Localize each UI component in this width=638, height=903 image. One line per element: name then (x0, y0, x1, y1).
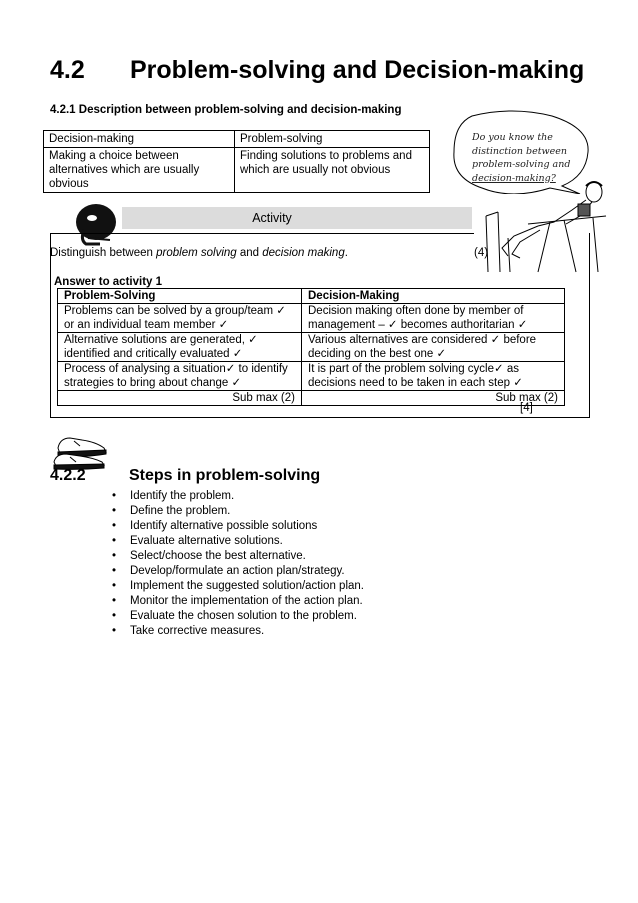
list-item-text: Identify alternative possible solutions (130, 520, 318, 532)
table-cell: Making a choice between alternatives which are usually obvious (44, 148, 235, 193)
page-title (50, 56, 584, 85)
list-item (112, 534, 364, 549)
list-item-text: Implement the suggested solution/action plan. (130, 580, 364, 592)
activity-total: [4] (520, 402, 533, 414)
list-item (112, 579, 364, 594)
bullet-icon: • (112, 490, 117, 502)
bubble-line: problem-solving and (472, 159, 571, 170)
table-subtotal-row (58, 391, 565, 406)
answer-heading: Answer to activity 1 (54, 276, 163, 288)
list-item (112, 594, 364, 609)
table-header-row (58, 289, 565, 304)
question-text: Distinguish between (50, 247, 157, 259)
question-term-decision-making: decision making (262, 247, 345, 259)
bullet-icon: • (112, 565, 117, 577)
table-cell: Decision making often done by member of management – ✓ becomes authoritarian ✓ (302, 304, 565, 333)
bullet-icon: • (112, 625, 117, 637)
subtotal-cell: Sub max (2) (58, 391, 302, 406)
table-row (58, 333, 565, 362)
list-item (112, 564, 364, 579)
bullet-icon: • (112, 505, 117, 517)
question-text: . (344, 247, 348, 259)
list-item (112, 624, 364, 639)
table-row (44, 148, 430, 193)
list-item-text: Identify the problem. (130, 490, 235, 502)
section-heading-4-2-2 (50, 467, 320, 485)
steps-list (112, 489, 364, 639)
table-header-cell: Decision-Making (302, 289, 565, 304)
question-term-problem-solving: problem solving (156, 247, 237, 259)
bubble-line: distinction between (472, 145, 568, 157)
list-item-text: Evaluate alternative solutions. (130, 535, 283, 547)
table-cell: It is part of the problem solving cycle✓ as decisions need to be taken in each step ✓ (302, 362, 565, 391)
list-item-text: Define the problem. (130, 505, 231, 517)
table-header-cell: Problem-solving (235, 131, 430, 148)
table-cell: Process of analysing a situation✓ to identify strategies to bring about change ✓ (58, 362, 302, 391)
running-shoes-icon (52, 432, 112, 470)
table-cell: Alternative solutions are generated, ✓ identified and critically evaluated ✓ (58, 333, 302, 362)
list-item (112, 519, 364, 534)
list-item (112, 549, 364, 564)
bubble-line: Do you know the (472, 132, 553, 143)
section-number: 4.2.2 (50, 467, 86, 484)
table-cell: Problems can be solved by a group/team ✓ or an individual team member ✓ (58, 304, 302, 333)
question-marks: (4) (474, 247, 489, 259)
title-text: Problem-solving and Decision-making (130, 56, 585, 84)
bullet-icon: • (112, 595, 117, 607)
list-item-text: Monitor the implementation of the action plan. (130, 595, 363, 607)
table-row (58, 362, 565, 391)
section-title: Steps in problem-solving (129, 467, 321, 484)
bullet-icon: • (112, 520, 117, 532)
list-item (112, 504, 364, 519)
activity-question (50, 247, 490, 259)
list-item-text: Evaluate the chosen solution to the problem. (130, 610, 357, 622)
bubble-line: decision-making? (472, 172, 556, 184)
table-header-cell: Problem-Solving (58, 289, 302, 304)
answer-table (57, 288, 565, 406)
bullet-icon: • (112, 535, 117, 547)
table-header-cell: Decision-making (44, 131, 235, 148)
bullet-icon: • (112, 610, 117, 622)
table-header-row (44, 131, 430, 148)
table-cell: Various alternatives are considered ✓ before deciding on the best one ✓ (302, 333, 565, 362)
table-cell: Finding solutions to problems and which are usually not obvious (235, 148, 430, 193)
question-text: and (236, 247, 263, 259)
list-item-text: Develop/formulate an action plan/strategy. (130, 565, 345, 577)
bullet-icon: • (112, 550, 117, 562)
list-item-text: Select/choose the best alternative. (130, 550, 306, 562)
activity-label: Activity (252, 211, 292, 225)
table-row (58, 304, 565, 333)
list-item (112, 489, 364, 504)
subtotal-cell: Sub max (2) (302, 391, 565, 406)
comparison-table (43, 130, 430, 193)
title-number: 4.2 (50, 56, 85, 84)
list-item (112, 609, 364, 624)
bullet-icon: • (112, 580, 117, 592)
list-item-text: Take corrective measures. (130, 625, 265, 637)
section-heading-4-2-1: 4.2.1 Description between problem-solving and decision-making (50, 104, 402, 116)
